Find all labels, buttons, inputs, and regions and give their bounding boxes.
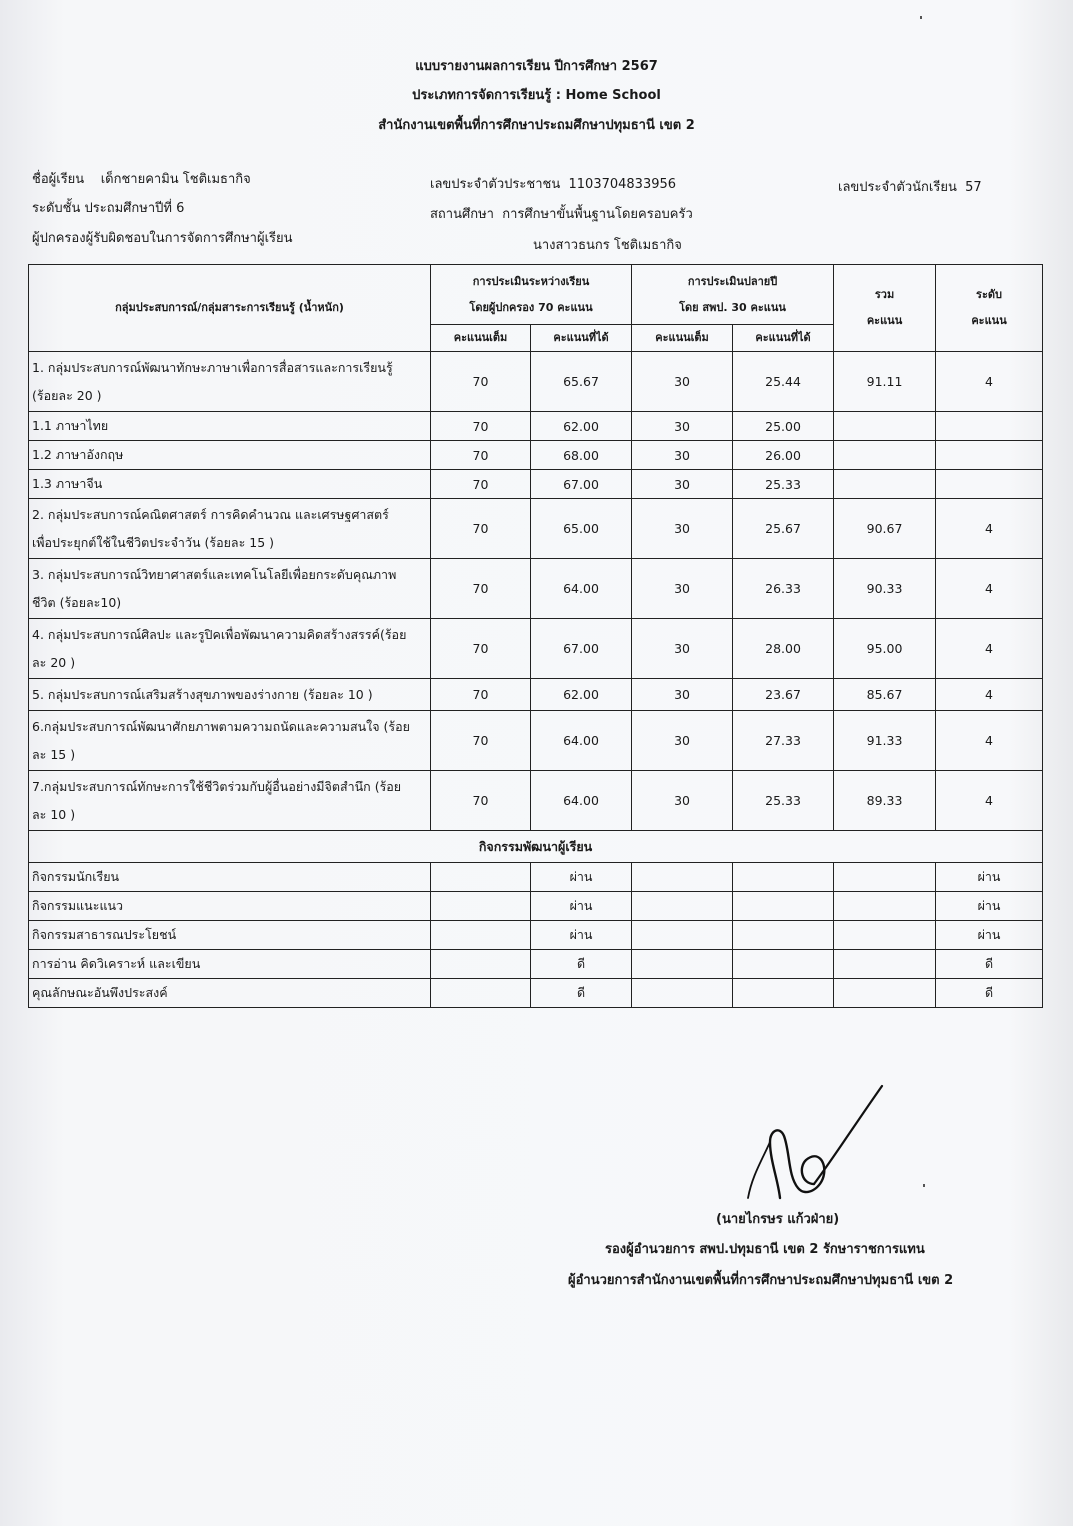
cell-got-during: 64.00	[531, 771, 632, 831]
cell-level	[936, 441, 1043, 470]
cell-got-final: 26.00	[733, 441, 834, 470]
cell-empty	[834, 921, 936, 950]
report-office: สำนักงานเขตพื้นที่การศึกษาประถมศึกษาปทุมธานี เขต 2	[378, 118, 695, 133]
cell-got-final: 28.00	[733, 619, 834, 679]
activity-level: ผ่าน	[936, 863, 1043, 892]
activity-row	[29, 979, 1043, 1008]
cell-empty	[834, 950, 936, 979]
row-label-line1: 7.กลุ่มประสบการณ์ทักษะการใช้ชีวิตร่วมกับผู้อื่นอย่างมีจิตสำนึก (ร้อย	[32, 778, 402, 794]
student-number-label: เลขประจำตัวนักเรียน	[838, 180, 957, 195]
row-label-line2: (ร้อยละ 20 )	[32, 387, 102, 403]
cell-empty	[733, 979, 834, 1008]
student-number-row	[838, 176, 982, 197]
signer-position-1: รองผู้อำนวยการ สพป.ปทุมธานี เขต 2 รักษาราชการแทน	[605, 1242, 925, 1257]
citizen-id-row	[430, 173, 676, 194]
activity-result: ดี	[531, 979, 632, 1008]
cell-total	[834, 412, 936, 441]
activity-level: ผ่าน	[936, 892, 1043, 921]
activity-level: ดี	[936, 950, 1043, 979]
cell-level	[936, 412, 1043, 441]
activity-name: กิจกรรมนักเรียน	[29, 863, 431, 892]
cell-got-final: 27.33	[733, 711, 834, 771]
cell-got-final: 25.44	[733, 352, 834, 412]
cell-level: 4	[936, 679, 1043, 711]
cell-got-during: 62.00	[531, 412, 632, 441]
activity-name: กิจกรรมสาธารณประโยชน์	[29, 921, 431, 950]
table-row	[29, 441, 1043, 470]
cell-level: 4	[936, 771, 1043, 831]
activity-name: กิจกรรมแนะแนว	[29, 892, 431, 921]
school-value: การศึกษาขั้นพื้นฐานโดยครอบครัว	[502, 207, 693, 222]
citizen-id-value: 1103704833956	[568, 177, 677, 192]
cell-empty	[834, 979, 936, 1008]
signature-scribble	[740, 1080, 900, 1210]
cell-full-during: 70	[431, 470, 531, 499]
cell-level: 4	[936, 711, 1043, 771]
school-row	[430, 203, 693, 224]
cell-full-final: 30	[632, 679, 733, 711]
cell-empty	[431, 863, 531, 892]
cell-got-final: 25.33	[733, 771, 834, 831]
student-level-value: ประถมศึกษาปีที่ 6	[84, 201, 185, 216]
cell-total: 90.67	[834, 499, 936, 559]
cell-empty	[632, 863, 733, 892]
paper-speck	[923, 1184, 925, 1187]
cell-empty	[834, 892, 936, 921]
row-label-line1: 3. กลุ่มประสบการณ์วิทยาศาสตร์และเทคโนโลยีเพื่อยกระดับคุณภาพ	[32, 566, 397, 582]
activity-result: ผ่าน	[531, 863, 632, 892]
paper-speck	[920, 16, 922, 19]
cell-empty	[733, 921, 834, 950]
cell-total: 90.33	[834, 559, 936, 619]
table-row	[29, 679, 1043, 711]
cell-empty	[733, 863, 834, 892]
subheader-full-during: คะแนนเต็ม	[431, 325, 531, 352]
header-final-line1: การประเมินปลายปี	[687, 274, 778, 288]
cell-total: 89.33	[834, 771, 936, 831]
table-row	[29, 470, 1043, 499]
activities-title: กิจกรรมพัฒนาผู้เรียน	[29, 831, 1043, 863]
cell-level: 4	[936, 559, 1043, 619]
cell-empty	[431, 892, 531, 921]
row-label	[29, 499, 431, 559]
cell-got-final: 25.00	[733, 412, 834, 441]
activity-level: ผ่าน	[936, 921, 1043, 950]
cell-got-during: 65.00	[531, 499, 632, 559]
cell-empty	[733, 950, 834, 979]
cell-total	[834, 441, 936, 470]
cell-empty	[431, 950, 531, 979]
cell-got-during: 67.00	[531, 470, 632, 499]
cell-full-during: 70	[431, 679, 531, 711]
cell-full-final: 30	[632, 470, 733, 499]
cell-got-final: 23.67	[733, 679, 834, 711]
activities-section-row	[29, 831, 1043, 863]
table-row	[29, 771, 1043, 831]
row-label-line1: 2. กลุ่มประสบการณ์คณิตศาสตร์ การคิดคำนวณ และเศรษฐศาสตร์	[32, 506, 389, 522]
activity-row	[29, 950, 1043, 979]
cell-total: 95.00	[834, 619, 936, 679]
cell-got-during: 64.00	[531, 559, 632, 619]
row-label	[29, 771, 431, 831]
subheader-got-final: คะแนนที่ได้	[733, 325, 834, 352]
row-label-line2: ชีวิต (ร้อยละ10)	[32, 594, 122, 610]
cell-got-during: 68.00	[531, 441, 632, 470]
cell-full-final: 30	[632, 441, 733, 470]
table-row	[29, 499, 1043, 559]
row-label: 1.1 ภาษาไทย	[29, 412, 431, 441]
subheader-got-during: คะแนนที่ได้	[531, 325, 632, 352]
cell-full-during: 70	[431, 771, 531, 831]
cell-got-during: 67.00	[531, 619, 632, 679]
cell-empty	[733, 892, 834, 921]
cell-level: 4	[936, 619, 1043, 679]
cell-full-final: 30	[632, 619, 733, 679]
subheader-full-final: คะแนนเต็ม	[632, 325, 733, 352]
cell-total: 91.11	[834, 352, 936, 412]
cell-total	[834, 470, 936, 499]
row-label	[29, 559, 431, 619]
cell-empty	[834, 863, 936, 892]
cell-got-during: 62.00	[531, 679, 632, 711]
header-final-line2: โดย สพป. 30 คะแนน	[679, 300, 786, 314]
cell-full-final: 30	[632, 412, 733, 441]
student-name-value: เด็กชายคามิน โชติเมธากิจ	[100, 172, 251, 187]
activity-row	[29, 892, 1043, 921]
cell-total: 85.67	[834, 679, 936, 711]
activity-result: ดี	[531, 950, 632, 979]
cell-level: 4	[936, 499, 1043, 559]
cell-full-during: 70	[431, 441, 531, 470]
row-label	[29, 352, 431, 412]
activity-row	[29, 921, 1043, 950]
cell-got-final: 25.67	[733, 499, 834, 559]
cell-full-during: 70	[431, 559, 531, 619]
report-title: แบบรายงานผลการเรียน ปีการศึกษา 2567	[415, 59, 658, 74]
table-row	[29, 559, 1043, 619]
row-label	[29, 711, 431, 771]
cell-level: 4	[936, 352, 1043, 412]
citizen-id-label: เลขประจำตัวประชาชน	[430, 177, 561, 192]
cell-empty	[632, 950, 733, 979]
header-level-line1: ระดับ	[976, 288, 1002, 301]
row-label: 1.3 ภาษาจีน	[29, 470, 431, 499]
activity-result: ผ่าน	[531, 892, 632, 921]
cell-full-during: 70	[431, 499, 531, 559]
cell-empty	[632, 921, 733, 950]
cell-empty	[431, 921, 531, 950]
header-during-line1: การประเมินระหว่างเรียน	[472, 274, 590, 288]
table-row	[29, 619, 1043, 679]
row-label-line2: ละ 15 )	[32, 746, 76, 762]
table-row	[29, 352, 1043, 412]
header-total	[834, 265, 936, 352]
header-final	[632, 265, 834, 325]
row-label	[29, 619, 431, 679]
cell-full-during: 70	[431, 619, 531, 679]
header-level	[936, 265, 1043, 352]
student-level-label: ระดับชั้น	[32, 201, 81, 216]
student-name-label: ชื่อผู้เรียน	[32, 172, 85, 187]
guardian-value: นางสาวธนกร โชติเมธากิจ	[533, 238, 682, 253]
activity-name: การอ่าน คิดวิเคราะห์ และเขียน	[29, 950, 431, 979]
cell-full-final: 30	[632, 352, 733, 412]
guardian-label: ผู้ปกครองผู้รับผิดชอบในการจัดการศึกษาผู้เรียน	[32, 231, 293, 246]
cell-full-final: 30	[632, 499, 733, 559]
header-total-line1: รวม	[874, 288, 895, 301]
row-label-line1: 1. กลุ่มประสบการณ์พัฒนาทักษะภาษาเพื่อการสื่อสารและการเรียนรู้	[32, 359, 393, 375]
activity-result: ผ่าน	[531, 921, 632, 950]
student-number-value: 57	[965, 180, 982, 195]
row-label-line2: ละ 20 )	[32, 654, 76, 670]
row-label-line1: 4. กลุ่มประสบการณ์ศิลปะ และรูปิคเพื่อพัฒนาความคิดสร้างสรรค์(ร้อย	[32, 626, 407, 642]
cell-full-final: 30	[632, 559, 733, 619]
school-label: สถานศึกษา	[430, 207, 494, 222]
row-label-line1: 6.กลุ่มประสบการณ์พัฒนาศักยภาพตามความถนัดและความสนใจ (ร้อย	[32, 718, 410, 734]
report-subtitle: ประเภทการจัดการเรียนรู้ : Home School	[412, 88, 661, 103]
activity-level: ดี	[936, 979, 1043, 1008]
cell-full-during: 70	[431, 352, 531, 412]
cell-empty	[431, 979, 531, 1008]
header-during-line2: โดยผู้ปกครอง 70 คะแนน	[469, 300, 593, 314]
table-row	[29, 711, 1043, 771]
header-total-line2: คะแนน	[866, 314, 903, 327]
cell-level	[936, 470, 1043, 499]
cell-empty	[632, 979, 733, 1008]
activity-name: คุณลักษณะอันพึงประสงค์	[29, 979, 431, 1008]
signer-name: (นายไกรษร แก้วฝ่าย)	[716, 1212, 840, 1227]
table-row	[29, 412, 1043, 441]
header-group: กลุ่มประสบการณ์/กลุ่มสาระการเรียนรู้ (น้ำหนัก)	[29, 265, 431, 352]
cell-got-final: 26.33	[733, 559, 834, 619]
cell-got-during: 65.67	[531, 352, 632, 412]
cell-full-during: 70	[431, 711, 531, 771]
student-level-row	[32, 197, 184, 218]
grades-table	[28, 264, 1043, 1008]
cell-got-during: 64.00	[531, 711, 632, 771]
signer-position-2: ผู้อำนวยการสำนักงานเขตพื้นที่การศึกษาประถมศึกษาปทุมธานี เขต 2	[568, 1273, 954, 1288]
activity-row	[29, 863, 1043, 892]
row-label-line2: เพื่อประยุกต์ใช้ในชีวิตประจำวัน (ร้อยละ 15 )	[32, 534, 275, 550]
header-level-line2: คะแนน	[971, 314, 1007, 327]
row-label: 5. กลุ่มประสบการณ์เสริมสร้างสุขภาพของร่างกาย (ร้อยละ 10 )	[29, 679, 431, 711]
cell-empty	[632, 892, 733, 921]
cell-full-final: 30	[632, 711, 733, 771]
student-name-row	[32, 168, 251, 189]
row-label-line2: ละ 10 )	[32, 806, 76, 822]
header-during	[431, 265, 632, 325]
cell-full-during: 70	[431, 412, 531, 441]
cell-total: 91.33	[834, 711, 936, 771]
cell-full-final: 30	[632, 771, 733, 831]
row-label: 1.2 ภาษาอังกฤษ	[29, 441, 431, 470]
cell-got-final: 25.33	[733, 470, 834, 499]
